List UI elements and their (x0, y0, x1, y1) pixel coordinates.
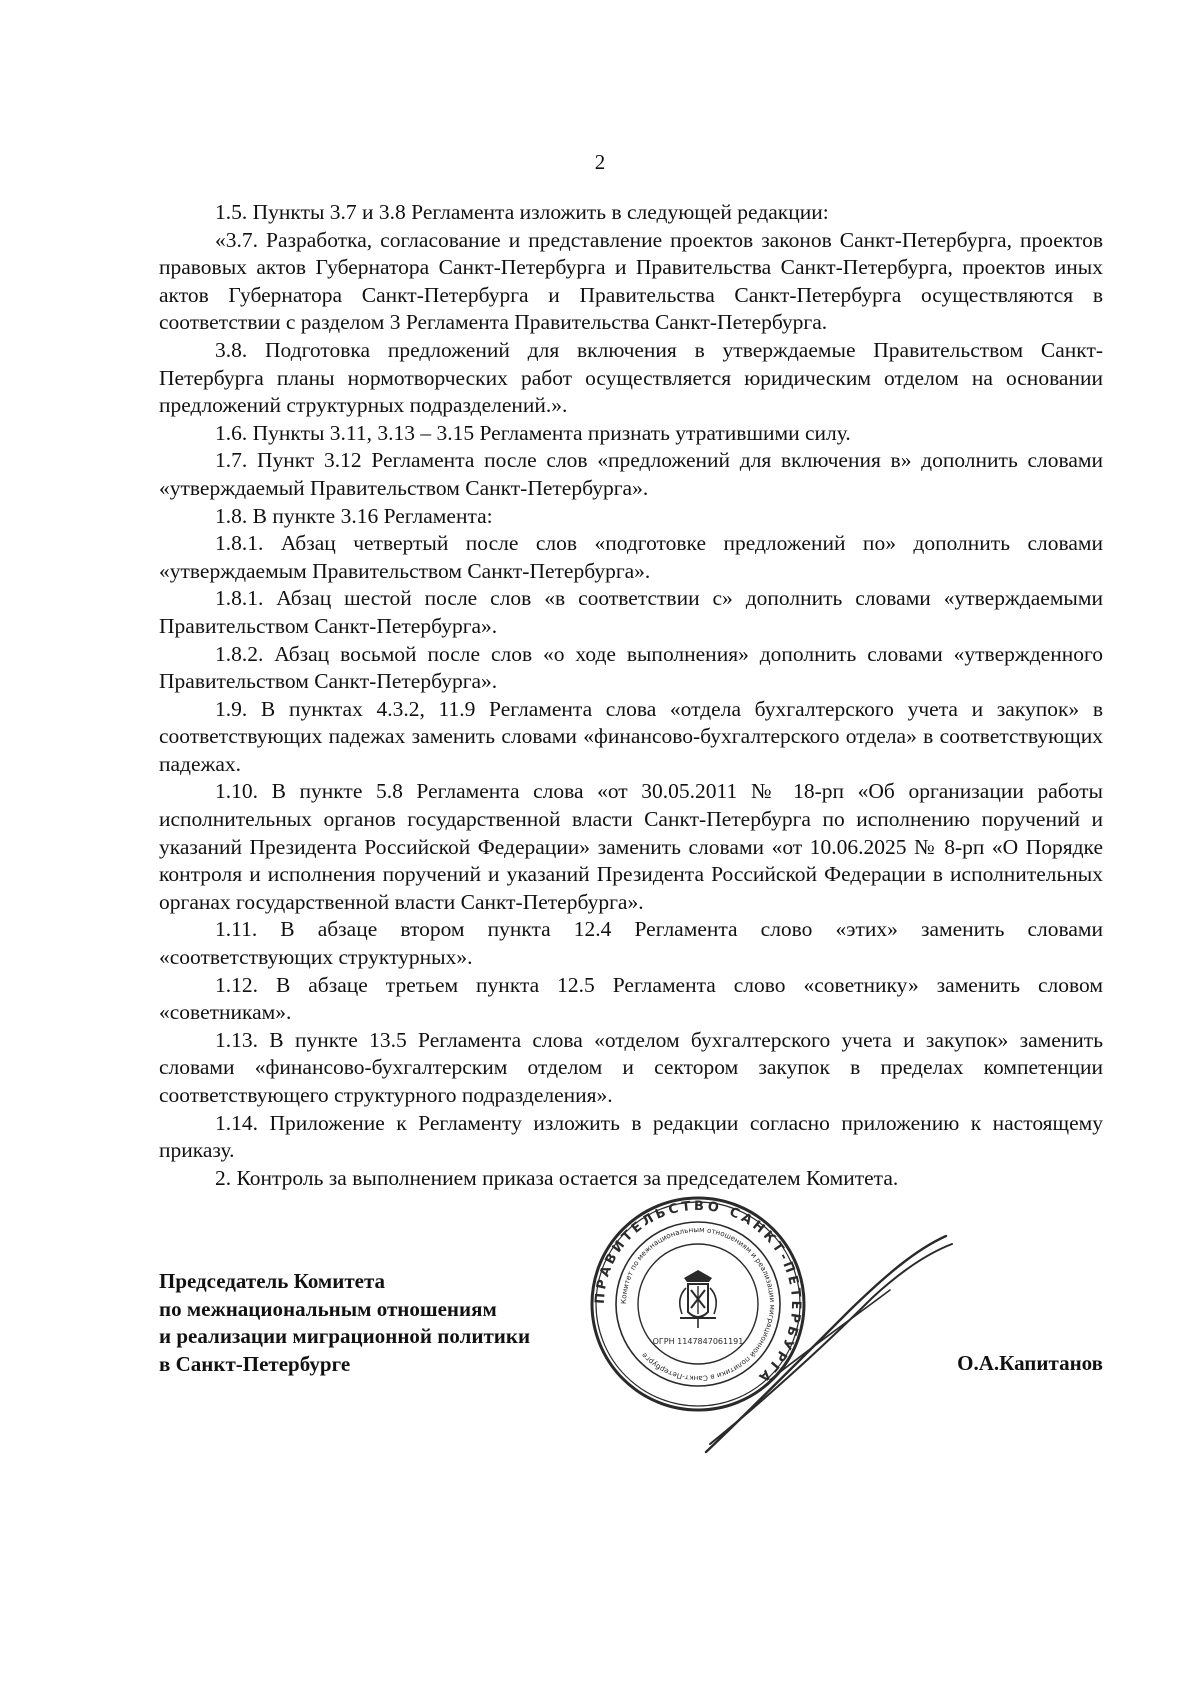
paragraph: 1.11. В абзаце втором пункта 12.4 Регламента слово «этих» заменить словами «соответствующих структурных». (159, 917, 1103, 970)
paragraph: 1.13. В пункте 13.5 Регламента слова «отделом бухгалтерского учета и закупок» заменить словами «финансово-бухгалтерским отделом и сектором закупок в пределах компетенции соответствующего структурного подразделения». (159, 1027, 1103, 1107)
paragraph: 1.12. В абзаце третьем пункта 12.5 Регламента слово «советнику» заменить словом «советникам». (159, 972, 1103, 1025)
paragraph: 1.8.1. Абзац шестой после слов «в соответствии с» дополнить словами «утверждаемыми Правительством Санкт-Петербурга». (159, 586, 1103, 638)
paragraph: «3.7. Разработка, согласование и представление проектов законов Санкт-Петербурга, проектов правовых актов Губернатора Санкт-Петербурга и Правительства Санкт-Петербурга, проектов иных актов Губернатора Санкт-Петербурга и Правительства Санкт-Петербурга осуществляются в соответствии с разделом 3 Регламента Правительства Санкт-Петербурга. (159, 227, 1103, 335)
signatory-title-line: и реализации миграционной политики (159, 1324, 531, 1348)
paragraph: 1.10. В пункте 5.8 Регламента слова «от 30.05.2011 № 18-рп «Об организации работы исполнительных органов государственной власти Санкт-Петербурга по исполнению поручений и указаний Президента Российской Федерации» заменить словами «от 10.06.2025 № 8-рп «О Порядке контроля и исполнения поручений и указаний Президента Российской Федерации в исполнительных органах государственной власти Санкт-Петербурга». (159, 779, 1103, 914)
paragraph: 2. Контроль за выполнением приказа остается за председателем Комитета. (215, 1165, 899, 1190)
paragraph: 1.9. В пунктах 4.3.2, 11.9 Регламента слова «отдела бухгалтерского учета и закупок» в соответствующих падежах заменить словами «финансово-бухгалтерского отдела» в соответствующих падежах. (159, 696, 1103, 776)
stamp-outer-text: ПРАВИТЕЛЬСТВО САНКТ-ПЕТЕРБУРГА (592, 1198, 804, 1387)
document-body (159, 199, 1103, 1192)
signatory-title-line: по межнациональным отношениям (159, 1296, 497, 1321)
stamp-inner-text: Комитет по межнациональным отношениям и реализации миграционной политики в Санкт-Петербурге (618, 1224, 778, 1384)
paragraph: 1.8. В пункте 3.16 Регламента: (215, 503, 493, 528)
handwritten-signature (700, 1230, 960, 1460)
page-number: 2 (594, 150, 606, 174)
paragraph: 1.7. Пункт 3.12 Регламента после слов «предложений для включения в» дополнить словами «утверждаемый Правительством Санкт-Петербурга». (159, 448, 1103, 500)
signatory-title (159, 1268, 579, 1378)
paragraph: 1.5. Пункты 3.7 и 3.8 Регламента изложить в следующей редакции: (215, 200, 829, 224)
paragraph: 1.6. Пункты 3.11, 3.13 – 3.15 Регламента признать утратившими силу. (215, 420, 851, 445)
paragraph: 1.14. Приложение к Регламенту изложить в редакции согласно приложению к настоящему приказу. (159, 1110, 1103, 1163)
signatory-title-line: Председатель Комитета (159, 1269, 386, 1293)
paragraph: 3.8. Подготовка предложений для включения в утверждаемые Правительством Санкт-Петербурга планы нормотворческих работ осуществляется юридическим отделом на основании предложений структурных подразделений.». (159, 337, 1103, 418)
svg-text:ОГРН 1147847061191: ОГРН 1147847061191 (652, 1337, 744, 1346)
paragraph: 1.8.2. Абзац восьмой после слов «о ходе выполнения» дополнить словами «утвержденного Правительством Санкт-Петербурга». (159, 641, 1103, 694)
signatory-name: О.А.Капитанов (957, 1351, 1103, 1375)
signatory-title-line: в Санкт-Петербурге (159, 1351, 351, 1376)
paragraph: 1.8.1. Абзац четвертый после слов «подготовке предложений по» дополнить словами «утверждаемым Правительством Санкт-Петербурга». (159, 531, 1103, 583)
